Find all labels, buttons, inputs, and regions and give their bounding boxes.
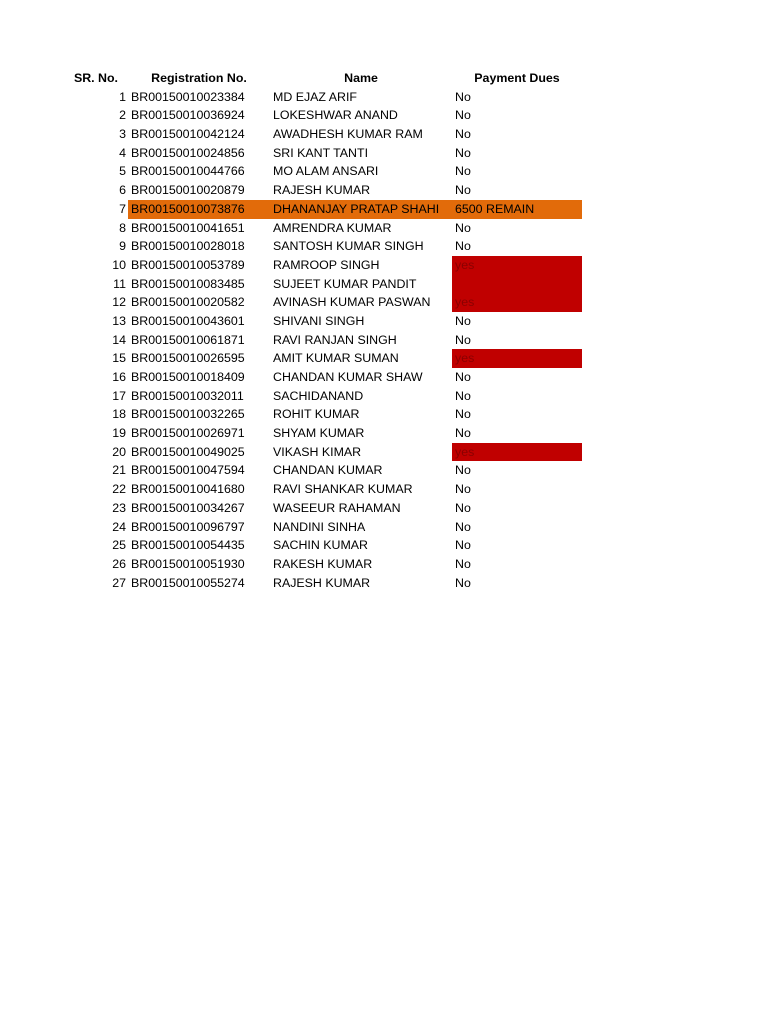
name-cell: MD EJAZ ARIF [273,89,357,104]
sr-no-cell: 13 [112,313,126,328]
table-row [0,536,768,555]
header-sr-no: SR. No. [73,71,118,85]
sr-no-cell: 17 [112,388,126,403]
table-row [0,424,768,443]
registration-no-cell: BR00150010028018 [131,239,245,254]
table-row [0,125,768,144]
table-row [0,181,768,200]
name-cell: SACHIN KUMAR [273,538,369,553]
payment-dues-cell: yes [452,293,582,312]
registration-no-cell: BR00150010053789 [131,257,245,272]
payment-dues-cell: No [455,332,471,347]
sr-no-cell: 5 [119,164,126,179]
payment-dues-table [0,69,768,592]
sr-no-cell: 4 [119,145,126,160]
header-name: Name [344,71,378,85]
sr-no-cell: 11 [113,276,126,291]
name-cell: CHANDAN KUMAR [273,463,383,478]
payment-dues-cell: No [455,183,471,198]
table-row [0,331,768,350]
sr-no-cell: 21 [112,463,126,478]
payment-dues-cell: No [455,463,471,478]
header-registration-no: Registration No. [151,71,247,85]
name-cell: AVINASH KUMAR PASWAN [273,295,431,310]
payment-dues-cell: No [455,519,471,534]
payment-dues-cell: No [455,426,471,441]
table-row [0,387,768,406]
registration-no-cell: BR00150010041651 [131,220,245,235]
registration-no-cell: BR00150010044766 [131,164,245,179]
table-body [0,88,768,593]
payment-dues-cell: No [455,407,471,422]
table-row [0,405,768,424]
table-row [0,162,768,181]
payment-dues-cell: No [455,164,471,179]
sr-no-cell: 3 [119,127,126,142]
sr-no-cell: 2 [119,108,126,123]
registration-no-cell: BR00150010032265 [131,407,245,422]
sr-no-cell: 14 [112,332,126,347]
table-header-row [0,69,768,88]
sr-no-cell: 18 [112,407,126,422]
payment-dues-cell: No [455,556,471,571]
name-cell: CHANDAN KUMAR SHAW [273,370,423,384]
registration-no-cell: BR00150010051930 [131,556,245,571]
registration-no-cell: BR00150010020879 [131,183,245,198]
sr-no-cell: 15 [112,351,126,366]
sr-no-cell: 20 [112,444,126,459]
payment-dues-cell: No [455,127,471,142]
table-row [0,443,768,462]
registration-no-cell: BR00150010061871 [131,332,245,347]
registration-no-cell: BR00150010054435 [131,538,245,553]
sr-no-cell: 16 [112,370,126,384]
name-cell: SANTOSH KUMAR SINGH [273,239,424,254]
sr-no-cell: 6 [119,183,126,198]
registration-no-cell: BR00150010047594 [131,463,245,478]
name-cell: LOKESHWAR ANAND [273,108,398,123]
name-cell: RAMROOP SINGH [273,257,380,272]
sr-no-cell: 7 [119,201,126,216]
sr-no-cell: 19 [112,426,126,441]
payment-dues-cell: No [455,145,471,160]
name-cell: AMRENDRA KUMAR [273,220,392,235]
table-row [0,518,768,537]
name-cell: SACHIDANAND [273,388,364,403]
name-cell: SRI KANT TANTI [273,145,369,160]
name-cell: WASEEUR RAHAMAN [273,500,401,515]
table-row [0,312,768,331]
registration-no-cell: BR00150010023384 [131,89,245,104]
table-row [0,88,768,107]
name-cell: RAVI SHANKAR KUMAR [273,482,413,497]
table-row [0,144,768,163]
name-cell: VIKASH KIMAR [273,444,362,459]
registration-no-cell: BR00150010026971 [131,426,245,441]
sr-no-cell: 24 [112,519,126,534]
table-row [0,256,768,275]
name-cell: RAJESH KUMAR [273,183,371,198]
sr-no-cell: 22 [112,482,126,497]
table-row [0,106,768,125]
sr-no-cell: 1 [119,89,126,104]
name-cell: NANDINI SINHA [273,519,366,534]
name-cell: RAKESH KUMAR [273,556,373,571]
payment-dues-cell: No [455,220,471,235]
payment-dues-cell: No [455,538,471,553]
sr-no-cell: 27 [112,575,126,590]
payment-dues-cell: No [455,313,471,328]
name-cell: SHIVANI SINGH [273,313,365,328]
sr-no-cell: 8 [119,220,126,235]
payment-dues-cell: No [455,575,471,590]
registration-no-cell: BR00150010018409 [131,370,245,384]
registration-no-cell: BR00150010032011 [131,388,244,403]
name-cell: RAVI RANJAN SINGH [273,332,397,347]
registration-no-cell: BR00150010055274 [131,575,245,590]
name-cell: AWADHESH KUMAR RAM [273,127,423,142]
header-payment-dues: Payment Dues [474,71,560,85]
registration-no-cell: BR00150010073876 [128,200,270,219]
table-row [0,480,768,499]
table-row [0,368,768,387]
sr-no-cell: 23 [112,500,126,515]
table-row [0,293,768,312]
registration-no-cell: BR00150010036924 [131,108,245,123]
table-row [0,574,768,593]
payment-dues-cell: yes [452,349,582,368]
registration-no-cell: BR00150010083485 [131,276,245,291]
registration-no-cell: BR00150010020582 [131,295,245,310]
table-row [0,237,768,256]
registration-no-cell: BR00150010026595 [131,351,245,366]
sr-no-cell: 26 [112,556,126,571]
payment-dues-cell: yes [452,256,582,275]
table-row [0,461,768,480]
name-cell: AMIT KUMAR SUMAN [273,351,399,366]
name-cell: SUJEET KUMAR PANDIT [273,276,417,291]
sr-no-cell: 25 [112,538,126,553]
registration-no-cell: BR00150010096797 [131,519,245,534]
name-cell: RAJESH KUMAR [273,575,371,590]
sr-no-cell: 9 [119,239,126,254]
name-cell: DHANANJAY PRATAP SHAHI [270,200,452,219]
payment-dues-cell: 6500 REMAIN [452,200,582,219]
registration-no-cell: BR00150010024856 [131,145,245,160]
payment-dues-cell: No [455,89,471,104]
registration-no-cell: BR00150010034267 [131,500,245,515]
sr-no-cell: 12 [112,295,126,310]
payment-dues-cell: No [455,388,471,403]
table-row [0,499,768,518]
registration-no-cell: BR00150010041680 [131,482,245,497]
payment-dues-cell: No [455,500,471,515]
table-row [0,219,768,238]
name-cell: MO ALAM ANSARI [273,164,379,179]
table-row [0,275,768,294]
table-row [0,349,768,368]
payment-dues-cell: No [455,239,471,254]
sr-no-cell: 10 [112,257,126,272]
payment-dues-cell: yes [452,443,582,462]
table-row [0,555,768,574]
registration-no-cell: BR00150010042124 [131,127,245,142]
payment-dues-cell: No [455,108,471,123]
payment-dues-cell: No [455,370,471,384]
name-cell: ROHIT KUMAR [273,407,360,422]
registration-no-cell: BR00150010043601 [131,313,245,328]
payment-dues-cell [452,275,582,294]
table-row [0,200,768,219]
payment-dues-cell: No [455,482,471,497]
registration-no-cell: BR00150010049025 [131,444,245,459]
name-cell: SHYAM KUMAR [273,426,365,441]
